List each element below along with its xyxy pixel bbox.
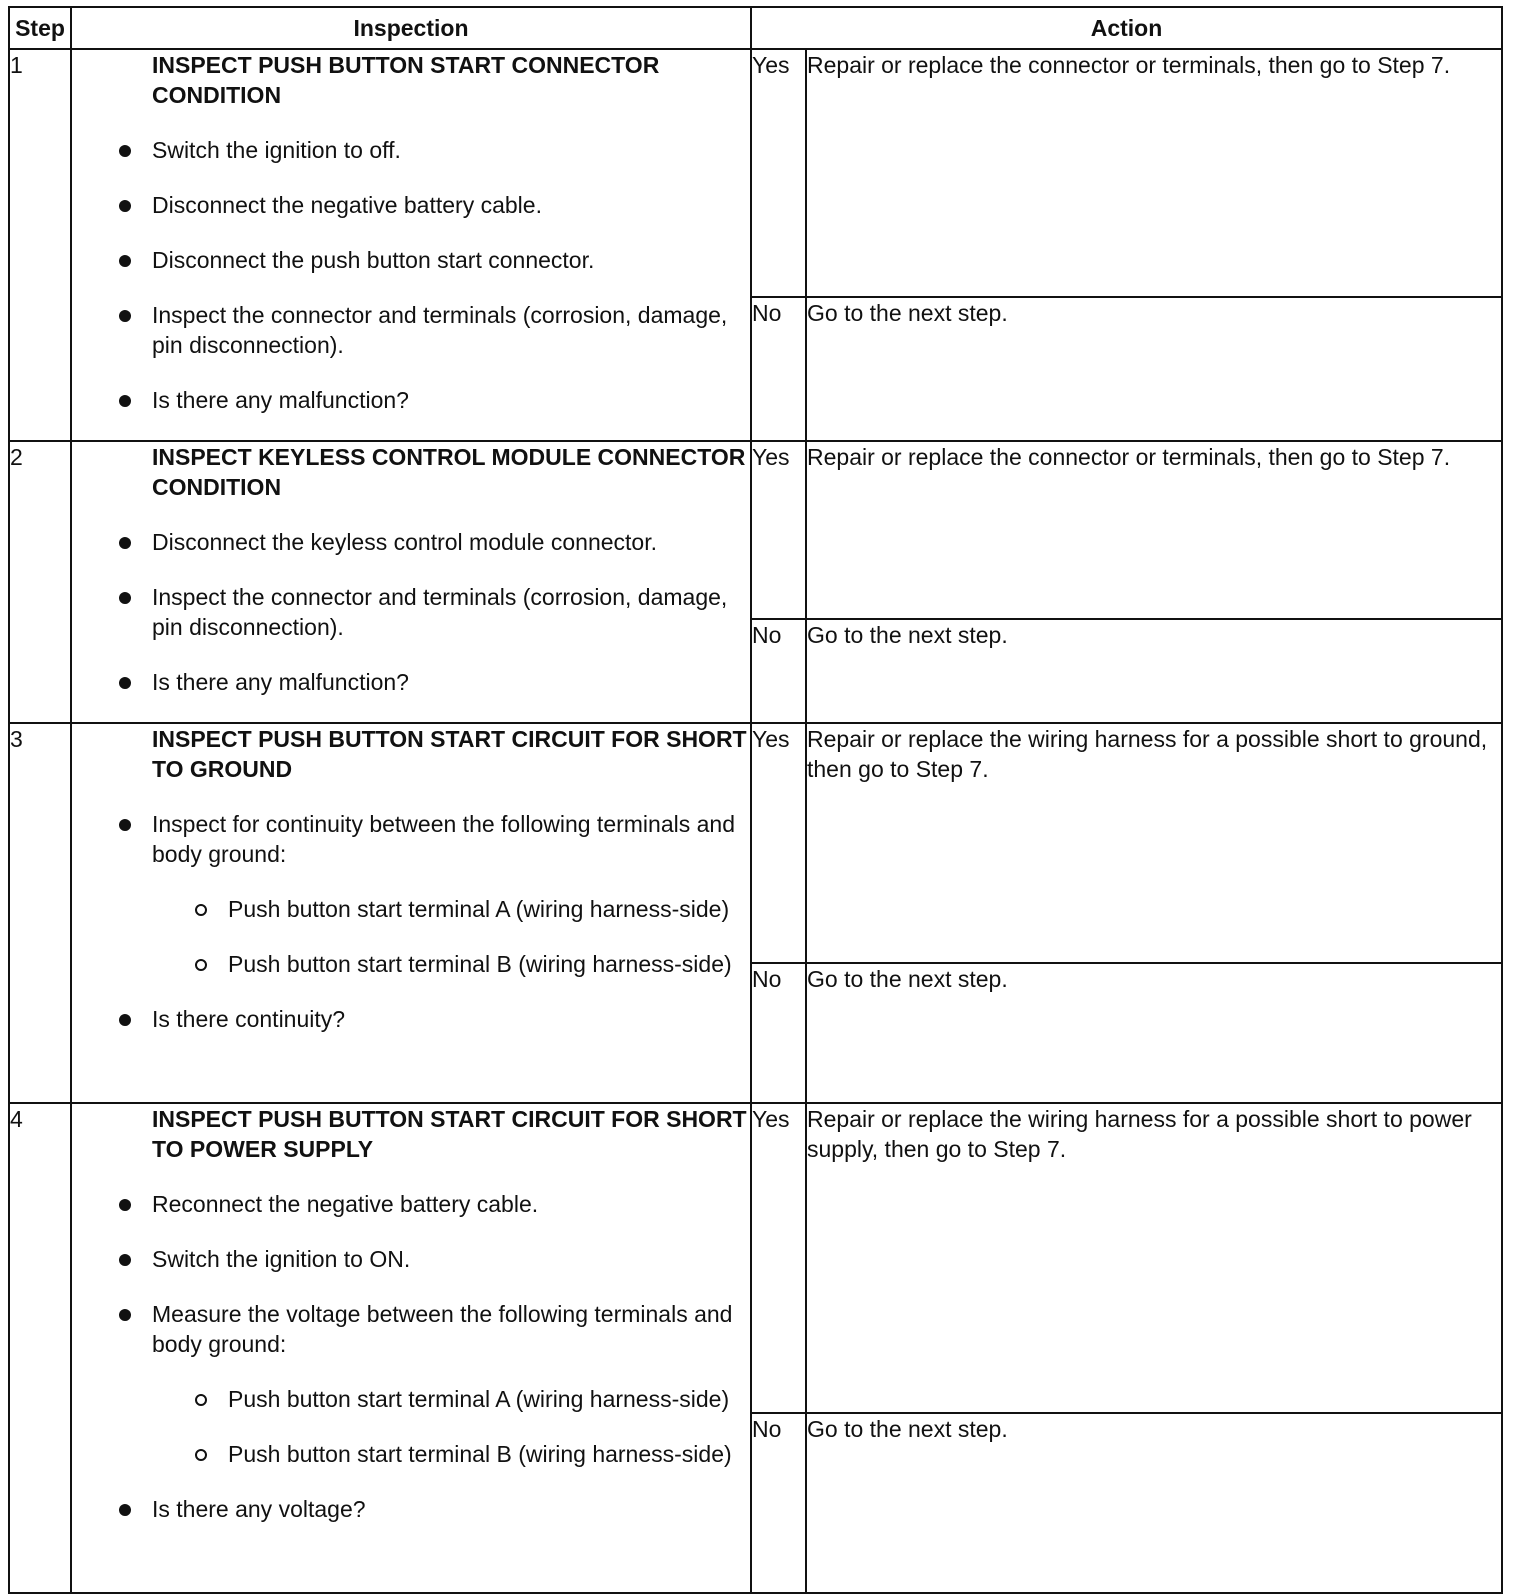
no-action: Go to the next step. bbox=[806, 1413, 1502, 1593]
no-label: No bbox=[751, 963, 806, 1103]
inspection-sub-bullet: Push button start terminal A (wiring harness-side) bbox=[228, 894, 750, 924]
yes-label: Yes bbox=[751, 723, 806, 963]
diagnostic-procedure-table bbox=[8, 6, 1503, 1594]
table-row bbox=[9, 723, 1502, 963]
inspection-sub-bullet: Push button start terminal B (wiring harness-side) bbox=[228, 1439, 750, 1469]
yes-action: Repair or replace the wiring harness for a possible short to ground, then go to Step 7. bbox=[806, 723, 1502, 963]
inspection-bullet: Inspect the connector and terminals (corrosion, damage, pin disconnection). bbox=[152, 582, 750, 642]
no-action: Go to the next step. bbox=[806, 963, 1502, 1103]
inspection-cell bbox=[71, 441, 751, 723]
yes-label: Yes bbox=[751, 1103, 806, 1413]
inspection-title: INSPECT KEYLESS CONTROL MODULE CONNECTOR CONDITION bbox=[152, 444, 746, 500]
inspection-bullet: Is there any voltage? bbox=[152, 1494, 750, 1524]
inspection-bullet: Disconnect the push button start connector. bbox=[152, 245, 750, 275]
inspection-bullet: Inspect for continuity between the following terminals and body ground: bbox=[152, 809, 750, 869]
step-column-header: Step bbox=[9, 7, 71, 49]
yes-action: Repair or replace the connector or terminals, then go to Step 7. bbox=[806, 49, 1502, 297]
table-header-row bbox=[9, 7, 1502, 49]
step-number: 3 bbox=[9, 723, 71, 1103]
yes-action: Repair or replace the wiring harness for a possible short to power supply, then go to Step 7. bbox=[806, 1103, 1502, 1413]
yes-label: Yes bbox=[751, 441, 806, 619]
inspection-bullet: Is there any malfunction? bbox=[152, 667, 750, 697]
yes-label: Yes bbox=[751, 49, 806, 297]
table-row bbox=[9, 49, 1502, 297]
inspection-cell bbox=[71, 49, 751, 441]
inspection-bullet: Disconnect the negative battery cable. bbox=[152, 190, 750, 220]
action-column-header: Action bbox=[751, 7, 1502, 49]
no-action: Go to the next step. bbox=[806, 297, 1502, 441]
inspection-sub-bullet: Push button start terminal B (wiring harness-side) bbox=[228, 949, 750, 979]
table-row bbox=[9, 1103, 1502, 1413]
inspection-cell bbox=[71, 723, 751, 1103]
inspection-bullet: Disconnect the keyless control module connector. bbox=[152, 527, 750, 557]
inspection-title: INSPECT PUSH BUTTON START CIRCUIT FOR SHORT TO POWER SUPPLY bbox=[152, 1106, 747, 1162]
inspection-column-header: Inspection bbox=[71, 7, 751, 49]
inspection-bullet: Switch the ignition to ON. bbox=[152, 1244, 750, 1274]
inspection-bullet: Measure the voltage between the following terminals and body ground: bbox=[152, 1299, 750, 1359]
inspection-bullet: Is there any malfunction? bbox=[152, 385, 750, 415]
inspection-bullet: Inspect the connector and terminals (corrosion, damage, pin disconnection). bbox=[152, 300, 750, 360]
inspection-title: INSPECT PUSH BUTTON START CIRCUIT FOR SHORT TO GROUND bbox=[152, 726, 747, 782]
step-number: 4 bbox=[9, 1103, 71, 1593]
inspection-bullet: Is there continuity? bbox=[152, 1004, 750, 1034]
inspection-bullet: Switch the ignition to off. bbox=[152, 135, 750, 165]
inspection-sub-bullet: Push button start terminal A (wiring harness-side) bbox=[228, 1384, 750, 1414]
inspection-cell bbox=[71, 1103, 751, 1593]
no-label: No bbox=[751, 297, 806, 441]
inspection-bullet: Reconnect the negative battery cable. bbox=[152, 1189, 750, 1219]
no-label: No bbox=[751, 1413, 806, 1593]
table-row bbox=[9, 441, 1502, 619]
inspection-title: INSPECT PUSH BUTTON START CONNECTOR CONDITION bbox=[152, 52, 660, 108]
step-number: 2 bbox=[9, 441, 71, 723]
step-number: 1 bbox=[9, 49, 71, 441]
no-label: No bbox=[751, 619, 806, 723]
yes-action: Repair or replace the connector or terminals, then go to Step 7. bbox=[806, 441, 1502, 619]
no-action: Go to the next step. bbox=[806, 619, 1502, 723]
